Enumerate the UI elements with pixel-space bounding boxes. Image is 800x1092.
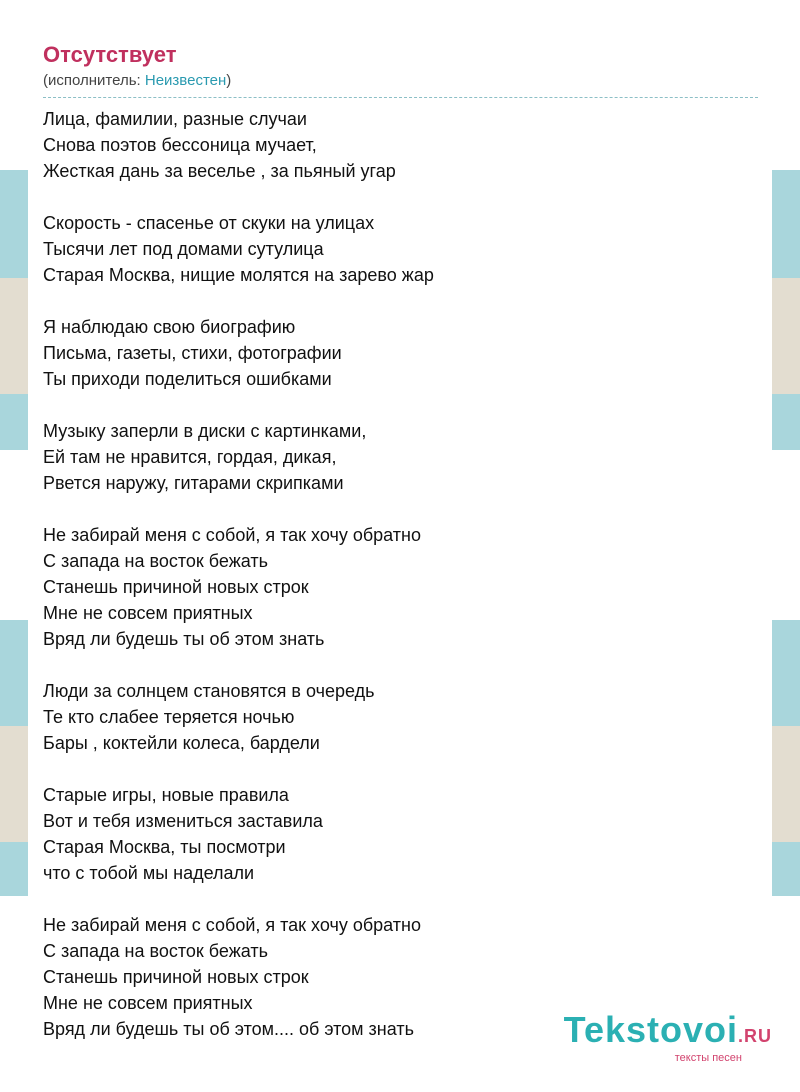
lyrics-line: Станешь причиной новых строк: [43, 577, 309, 597]
lyrics-line: Вряд ли будешь ты об этом знать: [43, 629, 325, 649]
site-logo[interactable]: [563, 1009, 772, 1064]
logo-domain-suffix: .RU: [738, 1026, 772, 1046]
logo-wordmark: [563, 1009, 772, 1054]
lyrics-line: Лица, фамилии, разные случаи: [43, 109, 307, 129]
lyrics-line: что с тобой мы наделали: [43, 863, 255, 883]
lyrics-stanza: [43, 314, 758, 392]
lyrics-line: Снова поэтов бессоница мучает,: [43, 135, 317, 155]
lyrics-content: [43, 40, 758, 1068]
lyrics-line: Рвется наружу, гитарами скрипками: [43, 473, 344, 493]
performer-suffix: ): [226, 72, 232, 89]
lyrics-stanza: [43, 678, 758, 756]
lyrics-line: Мне не совсем приятных: [43, 993, 253, 1013]
song-title: Отсутствует: [43, 42, 177, 67]
lyrics-line: Не забирай меня с собой, я так хочу обратно: [43, 915, 421, 935]
lyrics-line: Письма, газеты, стихи, фотографии: [43, 343, 342, 363]
lyrics-line: Старые игры, новые правила: [43, 785, 289, 805]
lyrics-line: Не забирай меня с собой, я так хочу обратно: [43, 525, 421, 545]
lyrics-line: Мне не совсем приятных: [43, 603, 253, 623]
performer-link[interactable]: Неизвестен: [144, 72, 227, 89]
lyrics-stanza: [43, 418, 758, 496]
lyrics-line: Бары , коктейли колеса, бардели: [43, 733, 320, 753]
logo-main-text: Tekstovoi: [563, 1009, 738, 1050]
lyrics-line: Старая Москва, ты посмотри: [43, 837, 286, 857]
lyrics-line: Станешь причиной новых строк: [43, 967, 309, 987]
lyrics-line: Ей там не нравится, гордая, дикая,: [43, 447, 337, 467]
lyrics-line: Те кто слабее теряется ночью: [43, 707, 295, 727]
lyrics-stanza: [43, 782, 758, 886]
lyrics-line: Люди за солнцем становятся в очередь: [43, 681, 375, 701]
lyrics-line: Я наблюдаю свою биографию: [43, 317, 296, 337]
lyrics-line: Вряд ли будешь ты об этом.... об этом знать: [43, 1019, 414, 1039]
lyrics-stanza: [43, 210, 758, 288]
lyrics-line: С запада на восток бежать: [43, 551, 268, 571]
performer-prefix: (исполнитель:: [43, 72, 145, 89]
lyrics-line: Жесткая дань за веселье , за пьяный угар: [43, 161, 396, 181]
lyrics-line: С запада на восток бежать: [43, 941, 268, 961]
lyrics-stanza: [43, 106, 758, 184]
lyrics-line: Скорость - спасенье от скуки на улицах: [43, 213, 375, 233]
lyrics-stanza: [43, 522, 758, 652]
lyrics-line: Старая Москва, нищие молятся на зарево жар: [43, 265, 434, 285]
lyrics-line: Тысячи лет под домами сутулица: [43, 239, 324, 259]
logo-tagline: тексты песен: [674, 1052, 742, 1064]
lyrics-body: [43, 106, 758, 1042]
lyrics-line: Музыку заперли в диски с картинками,: [43, 421, 367, 441]
performer-line: [43, 71, 758, 98]
lyrics-line: Вот и тебя измениться заставила: [43, 811, 323, 831]
lyrics-line: Ты приходи поделиться ошибками: [43, 369, 332, 389]
